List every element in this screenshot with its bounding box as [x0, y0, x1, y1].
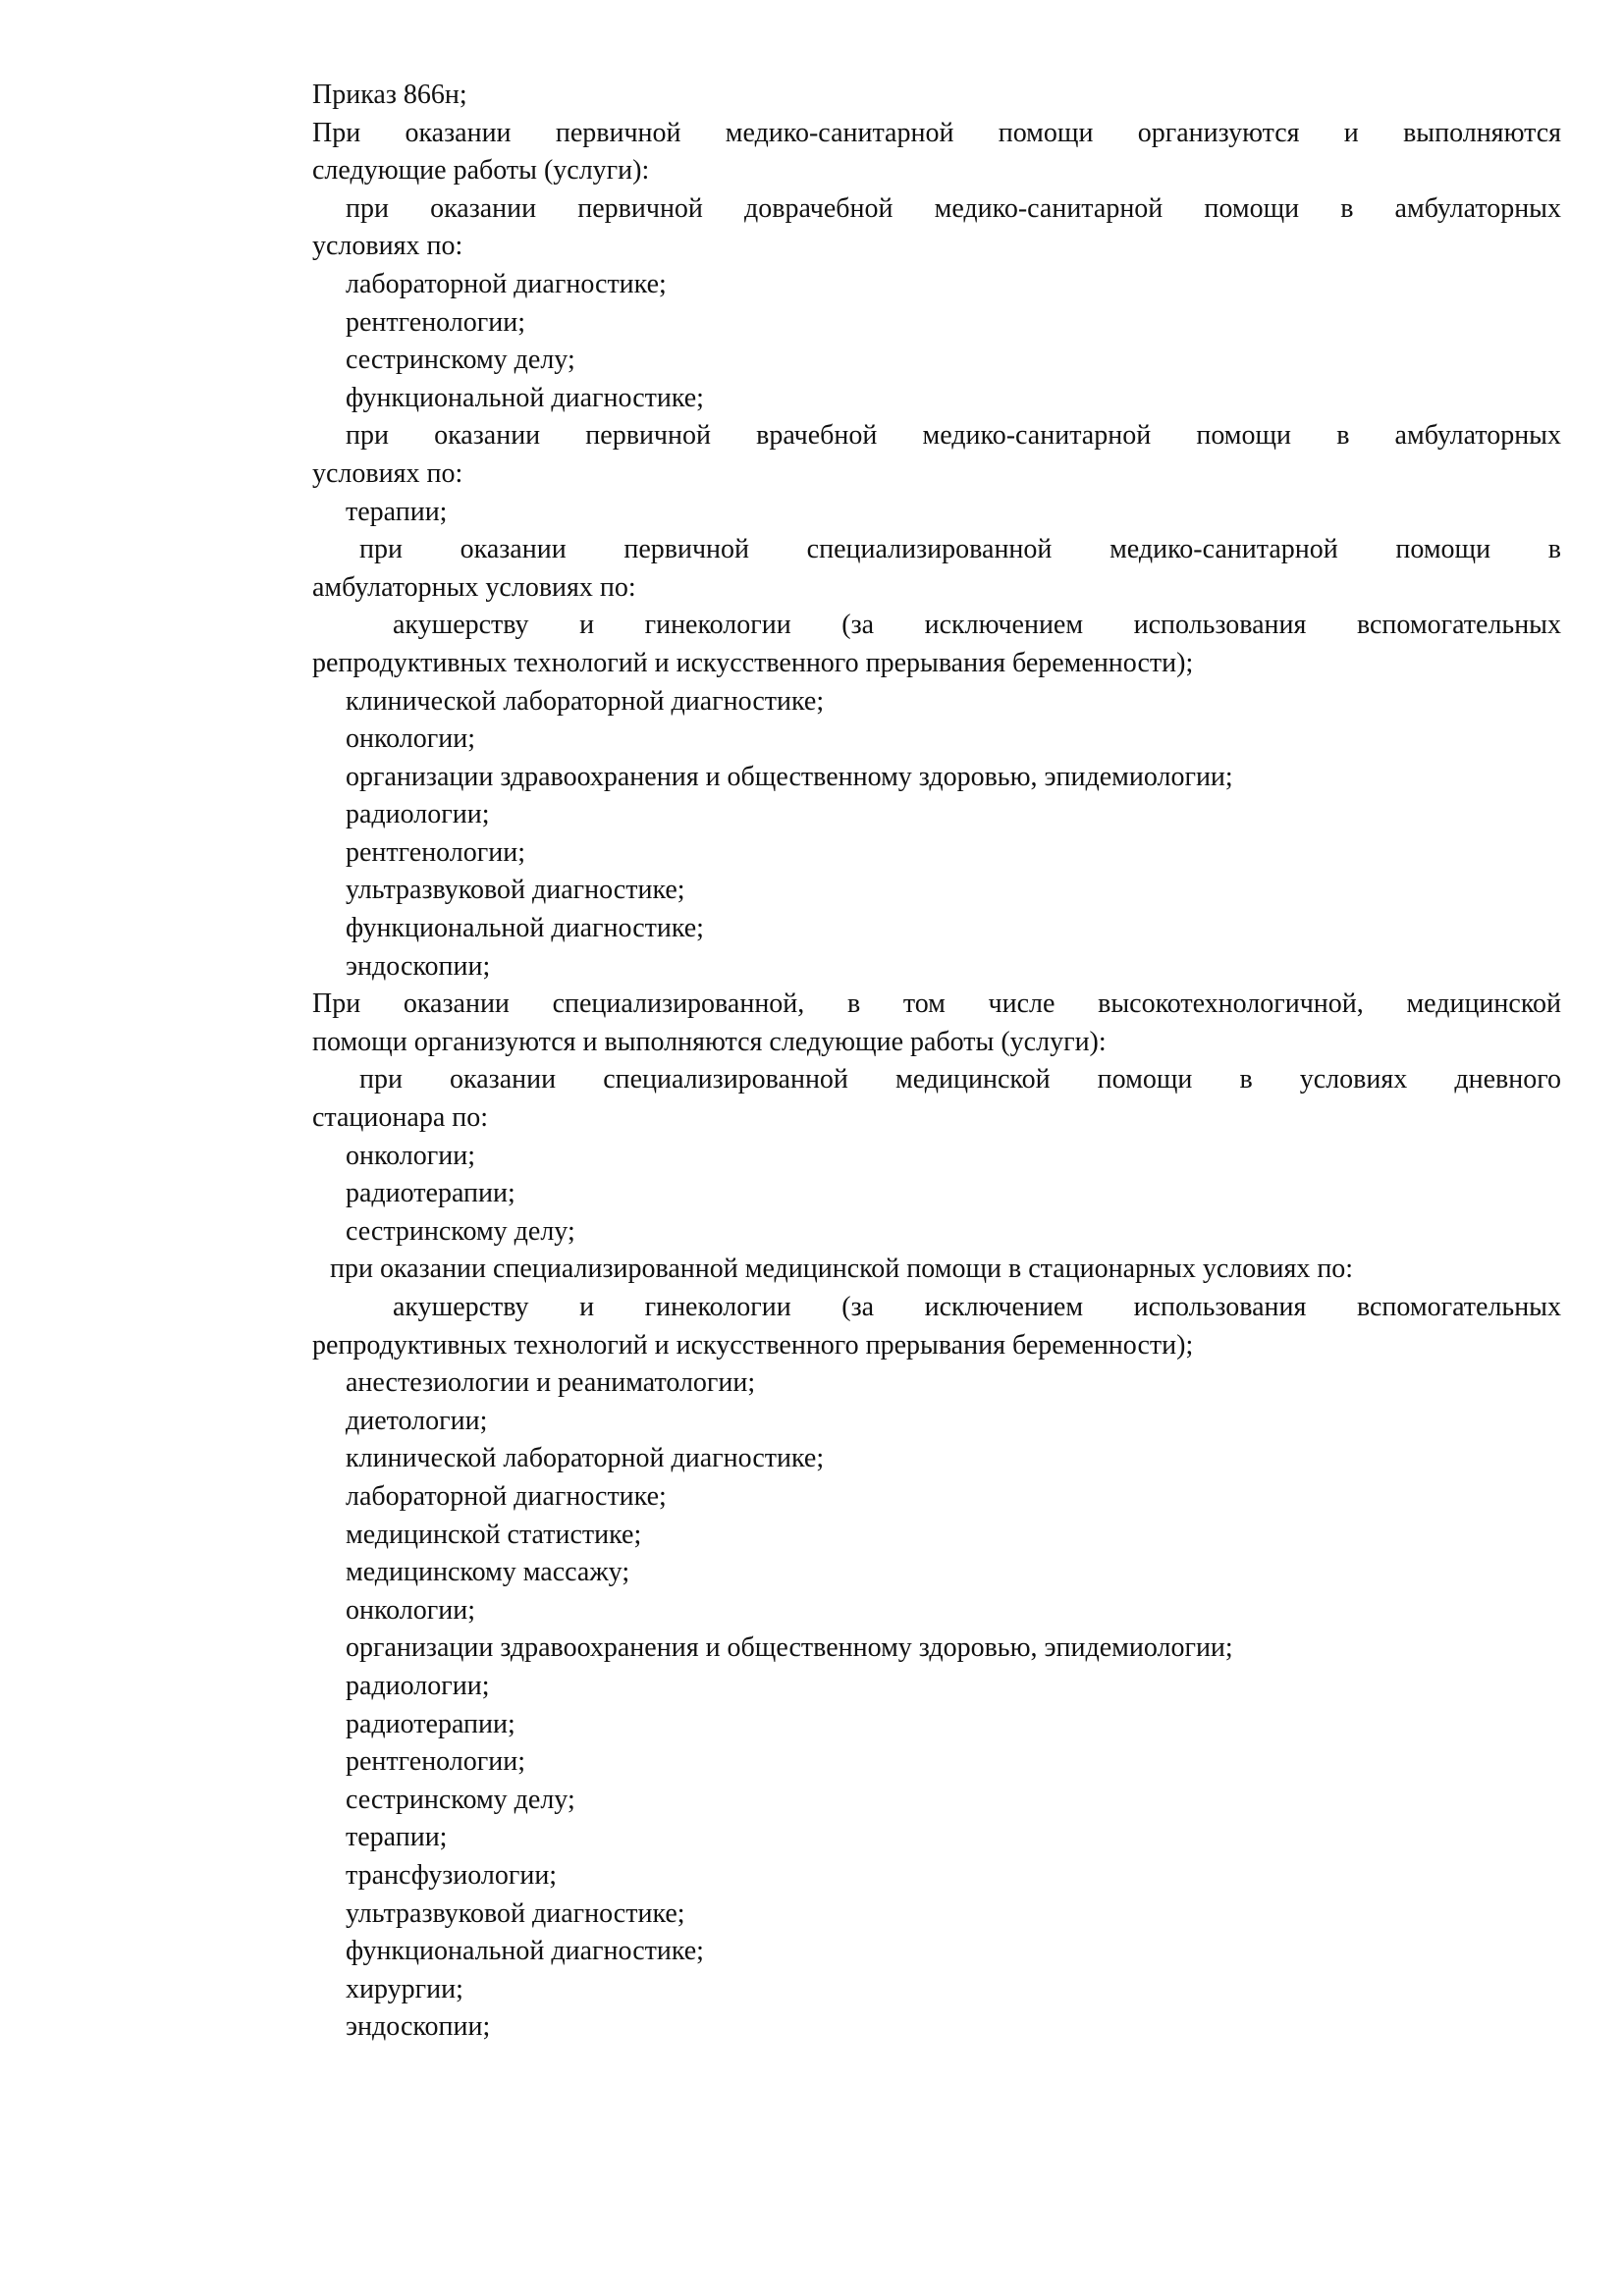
list-item: клинической лабораторной диагностике;: [346, 1443, 825, 1474]
list-item: диетологии;: [346, 1405, 488, 1436]
section1-intro-line1: При оказании первичной медико-санитарной помощи организуются и выполняются: [312, 117, 1561, 148]
doctor-heading-line2: условиях по:: [312, 457, 463, 489]
doctor-heading-line1: при оказании первичной врачебной медико-санитарной помощи в амбулаторных: [346, 420, 1561, 452]
inpatient-obstetrics-line1: акушерству и гинекологии (за исключением использования вспомогательных: [393, 1292, 1561, 1322]
list-item: медицинскому массажу;: [346, 1557, 630, 1588]
prehospital-heading-line2: условиях по:: [312, 231, 463, 262]
list-item: терапии;: [346, 1822, 448, 1853]
list-item: хирургии;: [346, 1973, 463, 2004]
list-item: радиологии;: [346, 1670, 490, 1701]
specialized-obstetrics-line1: акушерству и гинекологии (за исключением использования вспомогательных: [393, 610, 1561, 641]
specialized-heading-line2: амбулаторных условиях по:: [312, 571, 636, 603]
list-item: трансфузиологии;: [346, 1859, 558, 1891]
list-item: функциональной диагностике;: [346, 1936, 704, 1967]
list-item: радиотерапии;: [346, 1178, 515, 1209]
list-item: функциональной диагностике;: [346, 382, 704, 413]
list-item: сестринскому делу;: [346, 1784, 575, 1815]
list-item: рентгенологии;: [346, 1746, 526, 1778]
list-item: онкологии;: [346, 1594, 476, 1626]
inpatient-heading: при оказании специализированной медицинской помощи в стационарных условиях по:: [330, 1254, 1354, 1285]
list-item: организации здравоохранения и общественному здоровью, эпидемиологии;: [346, 1632, 1233, 1664]
list-item: клинической лабораторной диагностике;: [346, 685, 825, 717]
list-item: организации здравоохранения и общественному здоровью, эпидемиологии;: [346, 761, 1233, 792]
list-item: сестринскому делу;: [346, 1215, 575, 1247]
section2-intro-line2: помощи организуются и выполняются следующие работы (услуги):: [312, 1026, 1107, 1057]
day-heading-line2: стационара по:: [312, 1102, 489, 1134]
list-item: радиологии;: [346, 799, 490, 830]
list-item: медицинской статистике;: [346, 1519, 642, 1550]
list-item: лабораторной диагностике;: [346, 268, 667, 299]
list-item: радиотерапии;: [346, 1708, 515, 1739]
list-item: рентгенологии;: [346, 836, 526, 868]
specialized-obstetrics-line2: репродуктивных технологий и искусственного прерывания беременности);: [312, 647, 1194, 678]
section1-intro-line2: следующие работы (услуги):: [312, 155, 650, 187]
list-item: сестринскому делу;: [346, 345, 575, 376]
list-item: ультразвуковой диагностике;: [346, 1897, 685, 1929]
list-item: эндоскопии;: [346, 950, 491, 982]
document-page: [312, 77, 1561, 2047]
inpatient-obstetrics-line2: репродуктивных технологий и искусственного прерывания беременности);: [312, 1329, 1194, 1361]
document-title: Приказ 866н;: [312, 80, 467, 110]
list-item: лабораторной диагностике;: [346, 1480, 667, 1512]
list-item: функциональной диагностике;: [346, 913, 704, 944]
specialized-heading-line1: при оказании первичной специализированной медико-санитарной помощи в: [359, 534, 1561, 565]
prehospital-heading-line1: при оказании первичной доврачебной медико-санитарной помощи в амбулаторных: [346, 192, 1561, 224]
list-item: эндоскопии;: [346, 2011, 491, 2043]
list-item: ультразвуковой диагностике;: [346, 875, 685, 906]
list-item: терапии;: [346, 496, 448, 527]
section2-intro-line1: При оказании специализированной, в том числе высокотехнологичной, медицинской: [312, 988, 1561, 1020]
list-item: анестезиологии и реаниматологии;: [346, 1367, 756, 1399]
list-item: онкологии;: [346, 1140, 476, 1171]
list-item: рентгенологии;: [346, 306, 526, 338]
day-heading-line1: при оказании специализированной медицинской помощи в условиях дневного: [359, 1064, 1561, 1095]
list-item: онкологии;: [346, 723, 476, 755]
